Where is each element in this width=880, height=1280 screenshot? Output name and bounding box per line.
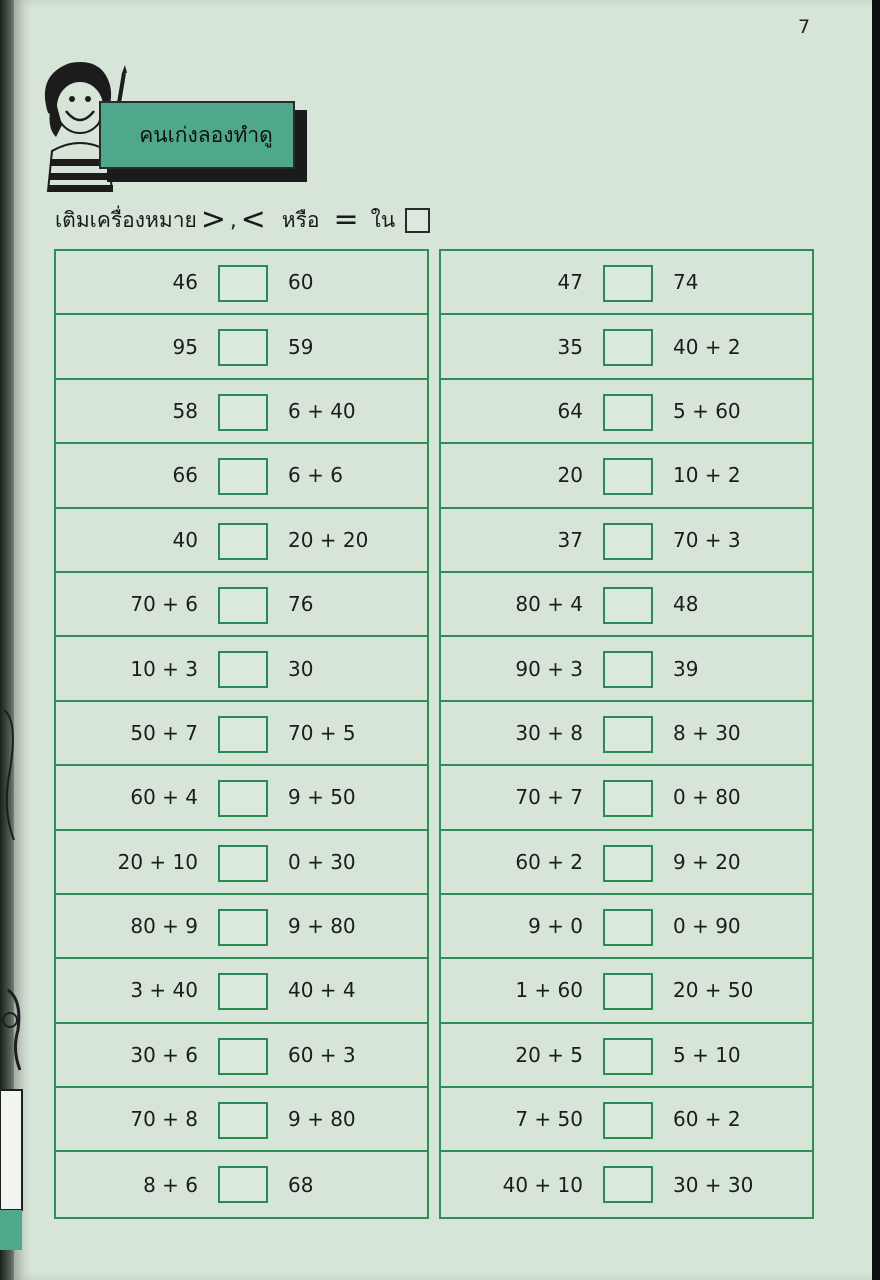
comparison-row [441, 509, 812, 573]
answer-box[interactable] [218, 1038, 268, 1075]
comparison-row [441, 702, 812, 766]
comparison-row [56, 1152, 427, 1216]
comparison-row [441, 444, 812, 508]
right-expression: 40 + 2 [673, 334, 741, 359]
answer-box[interactable] [218, 780, 268, 817]
comparison-row [441, 766, 812, 830]
left-expression: 60 + 4 [130, 785, 198, 810]
adjacent-page-illustration [0, 690, 24, 1250]
left-expression: 8 + 6 [143, 1172, 198, 1197]
comparison-row [56, 444, 427, 508]
right-expression: 0 + 80 [673, 785, 741, 810]
answer-box[interactable] [603, 587, 653, 624]
right-expression: 0 + 30 [288, 849, 356, 874]
left-expression: 40 [172, 527, 198, 552]
answer-box[interactable] [603, 394, 653, 431]
answer-box[interactable] [603, 523, 653, 560]
right-column-table [439, 249, 814, 1219]
answer-box[interactable] [603, 780, 653, 817]
comparison-row [56, 1088, 427, 1152]
left-expression: 37 [557, 527, 583, 552]
answer-box[interactable] [218, 523, 268, 560]
answer-box[interactable] [218, 716, 268, 753]
answer-box[interactable] [218, 1102, 268, 1139]
left-expression: 46 [172, 270, 198, 295]
comparison-row [56, 831, 427, 895]
comparison-row [441, 895, 812, 959]
comparison-row [441, 959, 812, 1023]
right-expression: 5 + 60 [673, 398, 741, 423]
answer-box[interactable] [218, 651, 268, 688]
left-expression: 20 + 5 [515, 1042, 583, 1067]
right-expression: 8 + 30 [673, 720, 741, 745]
answer-box[interactable] [603, 651, 653, 688]
comparison-row [56, 380, 427, 444]
comparison-row [441, 315, 812, 379]
left-expression: 35 [557, 334, 583, 359]
left-expression: 40 + 10 [502, 1172, 583, 1197]
comparison-row [56, 702, 427, 766]
left-column-table [54, 249, 429, 1219]
comparison-row [441, 251, 812, 315]
comparison-row [56, 315, 427, 379]
answer-box[interactable] [218, 973, 268, 1010]
left-expression: 95 [172, 334, 198, 359]
left-expression: 20 + 10 [117, 849, 198, 874]
or-word: หรือ [281, 207, 320, 232]
right-expression: 39 [673, 656, 699, 681]
less-than-symbol: < [240, 202, 266, 237]
right-expression: 76 [288, 592, 314, 617]
right-expression: 74 [673, 270, 699, 295]
right-expression: 9 + 50 [288, 785, 356, 810]
answer-box[interactable] [218, 1166, 268, 1203]
right-expression: 10 + 2 [673, 463, 741, 488]
answer-box[interactable] [603, 265, 653, 302]
left-expression: 64 [557, 398, 583, 423]
left-expression: 58 [172, 398, 198, 423]
left-expression: 20 [557, 463, 583, 488]
comparison-row [56, 766, 427, 830]
right-expression: 0 + 90 [673, 914, 741, 939]
right-expression: 9 + 20 [673, 849, 741, 874]
right-expression: 60 [288, 270, 314, 295]
comparison-row [56, 959, 427, 1023]
right-expression: 6 + 6 [288, 463, 343, 488]
in-word: ใน [370, 207, 396, 232]
left-expression: 3 + 40 [130, 978, 198, 1003]
comparison-row [441, 637, 812, 701]
answer-box[interactable] [218, 845, 268, 882]
comparison-row [441, 380, 812, 444]
left-expression: 7 + 50 [515, 1107, 583, 1132]
answer-box[interactable] [218, 394, 268, 431]
left-expression: 66 [172, 463, 198, 488]
answer-box[interactable] [218, 265, 268, 302]
right-expression: 59 [288, 334, 314, 359]
right-expression: 30 + 30 [673, 1172, 754, 1197]
comparison-row [56, 509, 427, 573]
answer-box[interactable] [603, 1102, 653, 1139]
left-expression: 1 + 60 [515, 978, 583, 1003]
comparison-row [441, 1088, 812, 1152]
instruction-text: เติมเครื่องหมาย [55, 207, 197, 232]
left-expression: 50 + 7 [130, 720, 198, 745]
right-expression: 5 + 10 [673, 1042, 741, 1067]
right-expression: 9 + 80 [288, 1107, 356, 1132]
right-expression: 60 + 3 [288, 1042, 356, 1067]
answer-box[interactable] [218, 458, 268, 495]
right-expression: 6 + 40 [288, 398, 356, 423]
banner-title: คนเก่งลองทำดู [139, 122, 273, 147]
instruction-line [55, 202, 430, 238]
answer-box[interactable] [218, 909, 268, 946]
right-expression: 68 [288, 1172, 314, 1197]
answer-box[interactable] [603, 1166, 653, 1203]
right-expression: 60 + 2 [673, 1107, 741, 1132]
answer-box[interactable] [603, 458, 653, 495]
answer-box[interactable] [218, 329, 268, 366]
left-expression: 70 + 8 [130, 1107, 198, 1132]
equals-symbol: = [333, 202, 359, 237]
left-expression: 80 + 4 [515, 592, 583, 617]
left-expression: 70 + 6 [130, 592, 198, 617]
example-box-icon [405, 208, 430, 233]
answer-box[interactable] [603, 1038, 653, 1075]
comparison-row [441, 1024, 812, 1088]
answer-box[interactable] [603, 973, 653, 1010]
left-expression: 30 + 6 [130, 1042, 198, 1067]
right-expression: 30 [288, 656, 314, 681]
page-number: 7 [798, 16, 811, 38]
comparison-row [441, 573, 812, 637]
answer-box[interactable] [603, 909, 653, 946]
right-expression: 70 + 5 [288, 720, 356, 745]
right-expression: 70 + 3 [673, 527, 741, 552]
comparison-row [441, 1152, 812, 1216]
comparison-row [56, 637, 427, 701]
comparison-row [56, 573, 427, 637]
comparison-row [56, 1024, 427, 1088]
right-expression: 48 [673, 592, 699, 617]
answer-box[interactable] [603, 329, 653, 366]
title-banner [99, 101, 295, 169]
left-expression: 47 [557, 270, 583, 295]
left-expression: 70 + 7 [515, 785, 583, 810]
right-expression: 20 + 50 [673, 978, 754, 1003]
left-expression: 90 + 3 [515, 656, 583, 681]
left-expression: 60 + 2 [515, 849, 583, 874]
right-expression: 9 + 80 [288, 914, 356, 939]
right-expression: 40 + 4 [288, 978, 356, 1003]
right-expression: 20 + 20 [288, 527, 369, 552]
left-expression: 10 + 3 [130, 656, 198, 681]
comma: , [229, 208, 237, 232]
comparison-row [56, 251, 427, 315]
greater-than-symbol: > [200, 202, 226, 237]
answer-box[interactable] [218, 587, 268, 624]
left-expression: 9 + 0 [528, 914, 583, 939]
left-expression: 30 + 8 [515, 720, 583, 745]
answer-box[interactable] [603, 716, 653, 753]
left-expression: 80 + 9 [130, 914, 198, 939]
comparison-row [56, 895, 427, 959]
comparison-row [441, 831, 812, 895]
answer-box[interactable] [603, 845, 653, 882]
